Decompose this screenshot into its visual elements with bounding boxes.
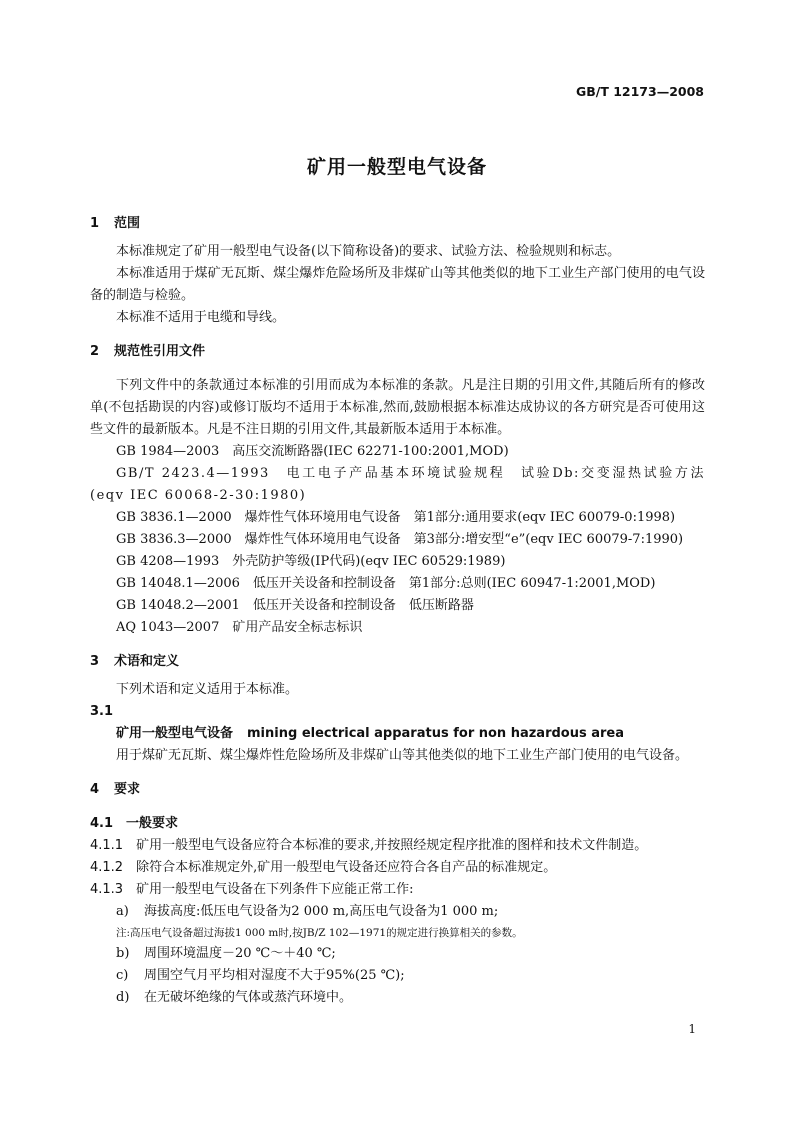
list-label: a) <box>116 904 129 919</box>
clause-4-1-2 <box>90 857 705 879</box>
reference-item: GB 1984—2003 高压交流断路器(IEC 62271-100:2001,MOD) <box>116 444 509 459</box>
list-text: 海拔高度:低压电气设备为2 000 m,高压电气设备为1 000 m; <box>144 904 499 919</box>
section-4-heading <box>90 779 705 801</box>
clause-4-1-3 <box>90 879 705 901</box>
subsection-title: 一般要求 <box>126 816 179 831</box>
reference-item: GB/T 2423.4—1993 电工电子产品基本环境试验规程 试验Db:交变湿热试验方法(eqv IEC 60068-2-30:1980) <box>90 466 705 503</box>
list-item <box>90 987 705 1009</box>
paragraph: 下列术语和定义适用于本标准。 <box>116 682 299 697</box>
clause-text: 矿用一般型电气设备应符合本标准的要求,并按照经规定程序批准的图样和技术文件制造。 <box>136 838 648 853</box>
clause-text: 除符合本标准规定外,矿用一般型电气设备还应符合各自产品的标准规定。 <box>136 860 557 875</box>
paragraph: 本标准适用于煤矿无瓦斯、煤尘爆炸危险场所及非煤矿山等其他类似的地下工业生产部门使用的电气设备的制造与检验。 <box>90 266 705 303</box>
term-definition: 用于煤矿无瓦斯、煤尘爆炸性危险场所及非煤矿山等其他类似的地下工业生产部门使用的电气设备。 <box>116 748 689 763</box>
term-number: 3.1 <box>90 704 114 719</box>
subsection-4-1-heading <box>90 813 705 835</box>
list-item <box>90 943 705 965</box>
section-title: 规范性引用文件 <box>114 344 206 359</box>
paragraph: 本标准不适用于电缆和导线。 <box>116 310 286 325</box>
document-body <box>90 213 705 1009</box>
section-number: 1 <box>90 216 100 231</box>
paragraph: 下列文件中的条款通过本标准的引用而成为本标准的条款。凡是注日期的引用文件,其随后所有的修改单(不包括勘误的内容)或修订版均不适用于本标准,然而,鼓励根据本标准达成协议的各方研究是否可使用这些文件的最新版本。凡是不注日期的引用文件,其最新版本适用于本标准。 <box>90 378 705 437</box>
section-title: 范围 <box>114 216 141 231</box>
reference-item: GB 14048.1—2006 低压开关设备和控制设备 第1部分:总则(IEC 60947-1:2001,MOD) <box>116 576 656 591</box>
list-text: 周围环境温度－20 ℃～＋40 ℃; <box>144 946 336 961</box>
section-title: 要求 <box>114 782 141 797</box>
list-item <box>90 901 705 923</box>
section-number: 4 <box>90 782 100 797</box>
clause-text: 矿用一般型电气设备在下列条件下应能正常工作: <box>136 882 414 897</box>
paragraph: 本标准规定了矿用一般型电气设备(以下简称设备)的要求、试验方法、检验规则和标志。 <box>116 244 621 259</box>
section-number: 2 <box>90 344 100 359</box>
clause-number: 4.1.3 <box>90 882 124 897</box>
list-text: 周围空气月平均相对湿度不大于95%(25 ℃); <box>144 968 405 983</box>
term-heading <box>90 723 705 745</box>
list-label: d) <box>116 990 130 1005</box>
section-title: 术语和定义 <box>114 654 180 669</box>
term-en: mining electrical apparatus for non hazardous area <box>247 726 625 741</box>
section-2-heading <box>90 341 705 363</box>
clause-number: 4.1.1 <box>90 838 124 853</box>
term-cn: 矿用一般型电气设备 <box>116 726 234 741</box>
clause-4-1-1 <box>90 835 705 857</box>
standard-code: GB/T 12173—2008 <box>575 84 704 99</box>
list-text: 在无破坏绝缘的气体或蒸汽环境中。 <box>144 990 353 1005</box>
list-item <box>90 965 705 987</box>
clause-number: 4.1.2 <box>90 860 124 875</box>
page-number: 1 <box>688 1022 696 1036</box>
reference-item: GB 3836.1—2000 爆炸性气体环境用电气设备 第1部分:通用要求(eqv IEC 60079-0:1998) <box>116 510 676 525</box>
document-title: 矿用一般型电气设备 <box>306 156 487 178</box>
section-3-heading <box>90 651 705 673</box>
reference-item: GB 4208—1993 外壳防护等级(IP代码)(eqv IEC 60529:1989) <box>116 554 506 569</box>
subsection-number: 4.1 <box>90 816 114 831</box>
section-1-heading <box>90 213 705 235</box>
list-label: c) <box>116 968 129 983</box>
list-label: b) <box>116 946 130 961</box>
reference-item: GB 14048.2—2001 低压开关设备和控制设备 低压断路器 <box>116 598 474 613</box>
section-number: 3 <box>90 654 100 669</box>
reference-item: AQ 1043—2007 矿用产品安全标志标识 <box>116 620 363 635</box>
reference-item: GB 3836.3—2000 爆炸性气体环境用电气设备 第3部分:增安型“e”(eqv IEC 60079-7:1990) <box>116 532 684 547</box>
note: 注:高压电气设备超过海拔1 000 m时,按JB/Z 102—1971的规定进行换算相关的参数。 <box>116 927 523 939</box>
